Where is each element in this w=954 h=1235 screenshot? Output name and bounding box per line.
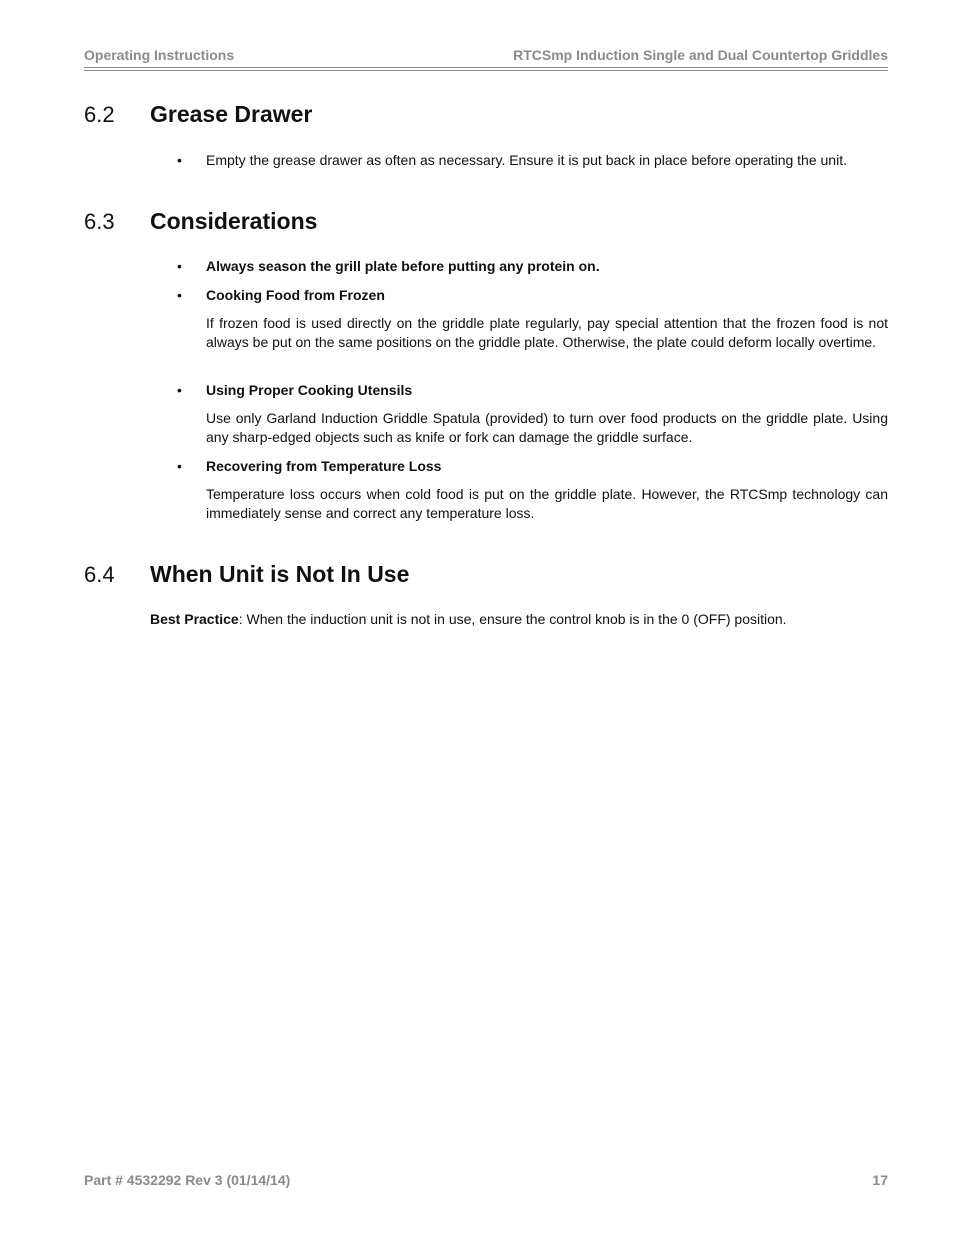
bullet-icon: • [177,152,182,168]
section-title: Grease Drawer [150,101,313,127]
section-number: 6.3 [84,209,115,234]
list-item-heading: Cooking Food from Frozen [206,287,385,303]
footer-part-number: Part # 4532292 Rev 3 (01/14/14) [84,1172,291,1188]
section-title: Considerations [150,208,318,234]
page-header [84,45,888,71]
best-practice-paragraph [150,610,888,629]
section-number: 6.2 [84,102,115,127]
list-item-body: Use only Garland Induction Griddle Spatula (provided) to turn over food products on the griddle plate. Using any sharp-edged objects such as knife or fork can damage the griddle surface. [206,410,888,445]
list-item-heading: Using Proper Cooking Utensils [206,382,413,398]
bullet-icon: • [177,258,182,274]
header-right-text: RTCSmp Induction Single and Dual Countertop Griddles [513,47,888,63]
header-left-text: Operating Instructions [84,47,235,63]
header-rule [84,67,888,68]
bullet-icon: • [177,287,182,303]
header-rule-secondary [84,70,888,71]
bullet-icon: • [177,458,182,474]
section-title: When Unit is Not In Use [150,561,410,587]
list-item-text: Empty the grease drawer as often as necessary. Ensure it is put back in place before operating the unit. [206,152,847,168]
list-item-body: If frozen food is used directly on the griddle plate regularly, pay special attention that the frozen food is not always be put on the same positions on the griddle plate. Otherwise, the plate could deform locally overtime. [206,315,888,350]
best-practice-label: Best Practice [150,611,239,627]
list-item-heading: Always season the grill plate before putting any protein on. [206,258,600,274]
list-item-body: Temperature loss occurs when cold food is put on the griddle plate. However, the RTCSmp technology can immediately sense and correct any temperature loss. [206,486,888,521]
section-number: 6.4 [84,562,115,587]
bullet-icon: • [177,382,182,398]
best-practice-text: : When the induction unit is not in use, ensure the control knob is in the 0 (OFF) position. [238,611,787,627]
page-number: 17 [872,1172,888,1188]
list-item-heading: Recovering from Temperature Loss [206,458,442,474]
